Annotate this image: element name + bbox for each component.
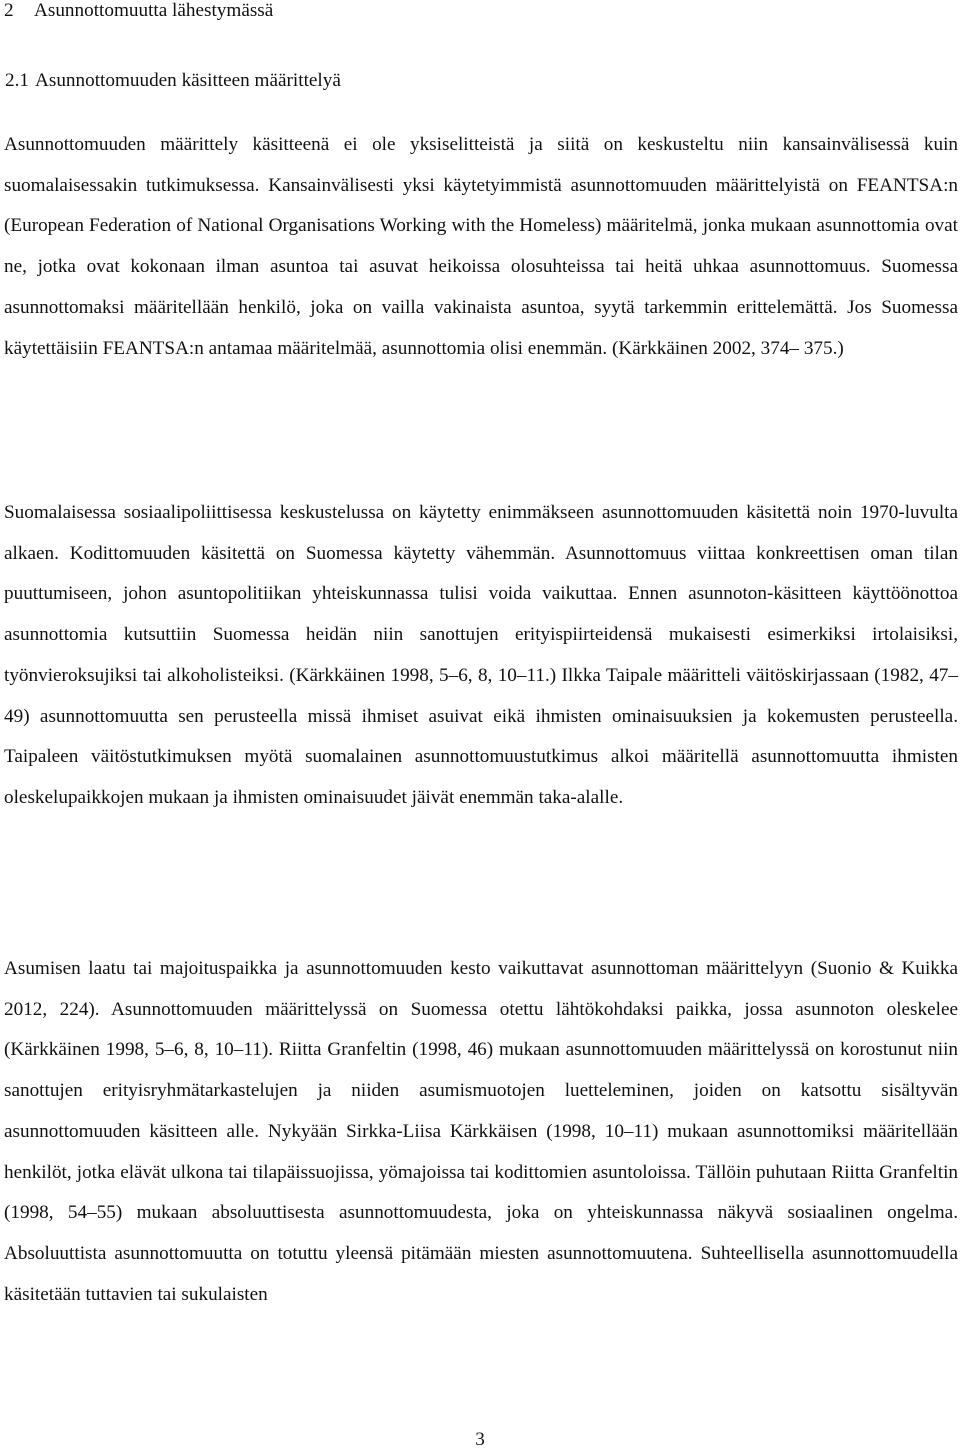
paragraph-3: Asumisen laatu tai majoituspaikka ja asunnottomuuden kesto vaikuttavat asunnottoman määrittelyyn (Suonio & Kuikka 2012, 224). Asunnottomuuden määrittelyssä on Suomessa otettu lähtökohdaksi paikka, jossa asunnoton oleskelee (Kärkkäinen 1998, 5–6, 8, 10–11). Riitta Granfeltin (1998, 46) mukaan asunnottomuuden määrittelyssä on korostunut niin sanottujen erityisryhmätarkastelujen ja niiden asumismuotojen luetteleminen, joiden on katsottu sisältyvän asunnottomuuden käsitteen alle. Nykyään Sirkka-Liisa Kärkkäisen (1998, 10–11) mukaan asunnottomiksi määritellään henkilöt, jotka elävät ulkona tai tilapäissuojissa, yömajoissa tai kodittomien asuntoloissa. Tällöin puhutaan Riitta Granfeltin (1998, 54–55) mukaan absoluuttisesta asunnottomuudesta, joka on yhteiskunnassa näkyvä sosiaalinen ongelma. Absoluuttista asunnottomuutta on totuttu yleensä pitämään miesten asunnottomuutena. Suhteellisella asunnottomuudella käsitetään tuttavien tai sukulaisten (4, 958, 958, 1305)
section-heading (4, 69, 341, 93)
paragraph-2: Suomalaisessa sosiaalipoliittisessa keskustelussa on käytetty enimmäkseen asunnottomuuden käsitettä noin 1970-luvulta alkaen. Kodittomuuden käsitettä on Suomessa käytetty vähemmän. Asunnottomuus viittaa konkreettisen oman tilan puuttumiseen, johon asuntopolitiikan yhteiskunnassa tulisi voida vaikuttaa. Ennen asunnoton-käsitteen käyttöönottoa asunnottomia kutsuttiin Suomessa heidän niin sanottujen erityispiirteidensä mukaisesti esimerkiksi irtolaisiksi, työnvieroksujiksi tai alkoholisteiksi. (Kärkkäinen 1998, 5–6, 8, 10–11.) Ilkka Taipale määritteli väitöskirjassaan (1982, 47–49) asunnottomuutta sen perusteella missä ihmiset asuivat eikä ihmisten ominaisuuksien ja kokemusten perusteella. Taipaleen väitöstutkimuksen myötä suomalainen asunnottomuustutkimus alkoi määritellä asunnottomuutta ihmisten oleskelupaikkojen mukaan ja ihmisten ominaisuudet jäivät enemmän taka-alalle. (4, 502, 958, 808)
chapter-heading (4, 0, 273, 23)
paragraph-1: Asunnottomuuden määrittely käsitteenä ei ole yksiselitteistä ja siitä on keskusteltu niin kansainvälisessä kuin suomalaisessakin tutkimuksessa. Kansainvälisesti yksi käytetyimmistä asunnottomuuden määrittelyistä on FEANTSA:n (European Federation of National Organisations Working with the Homeless) määritelmä, jonka mukaan asunnottomia ovat ne, jotka ovat kokonaan ilman asuntoa tai asuvat heikoissa olosuhteissa tai heitä uhkaa asunnottomuus. Suomessa asunnottomaksi määritellään henkilö, joka on vailla vakinaista asuntoa, syytä tarkemmin erittelemättä. Jos Suomessa käytettäisiin FEANTSA:n antamaa määritelmää, asunnottomia olisi enemmän. (Kärkkäinen 2002, 374– 375.) (4, 134, 958, 359)
section-number: 2.1 (5, 70, 29, 91)
chapter-number: 2 (4, 0, 14, 21)
section-title: Asunnottomuuden käsitteen määrittelyä (35, 70, 341, 91)
page-number: 3 (475, 1429, 485, 1450)
chapter-title: Asunnottomuutta lähestymässä (34, 0, 274, 21)
